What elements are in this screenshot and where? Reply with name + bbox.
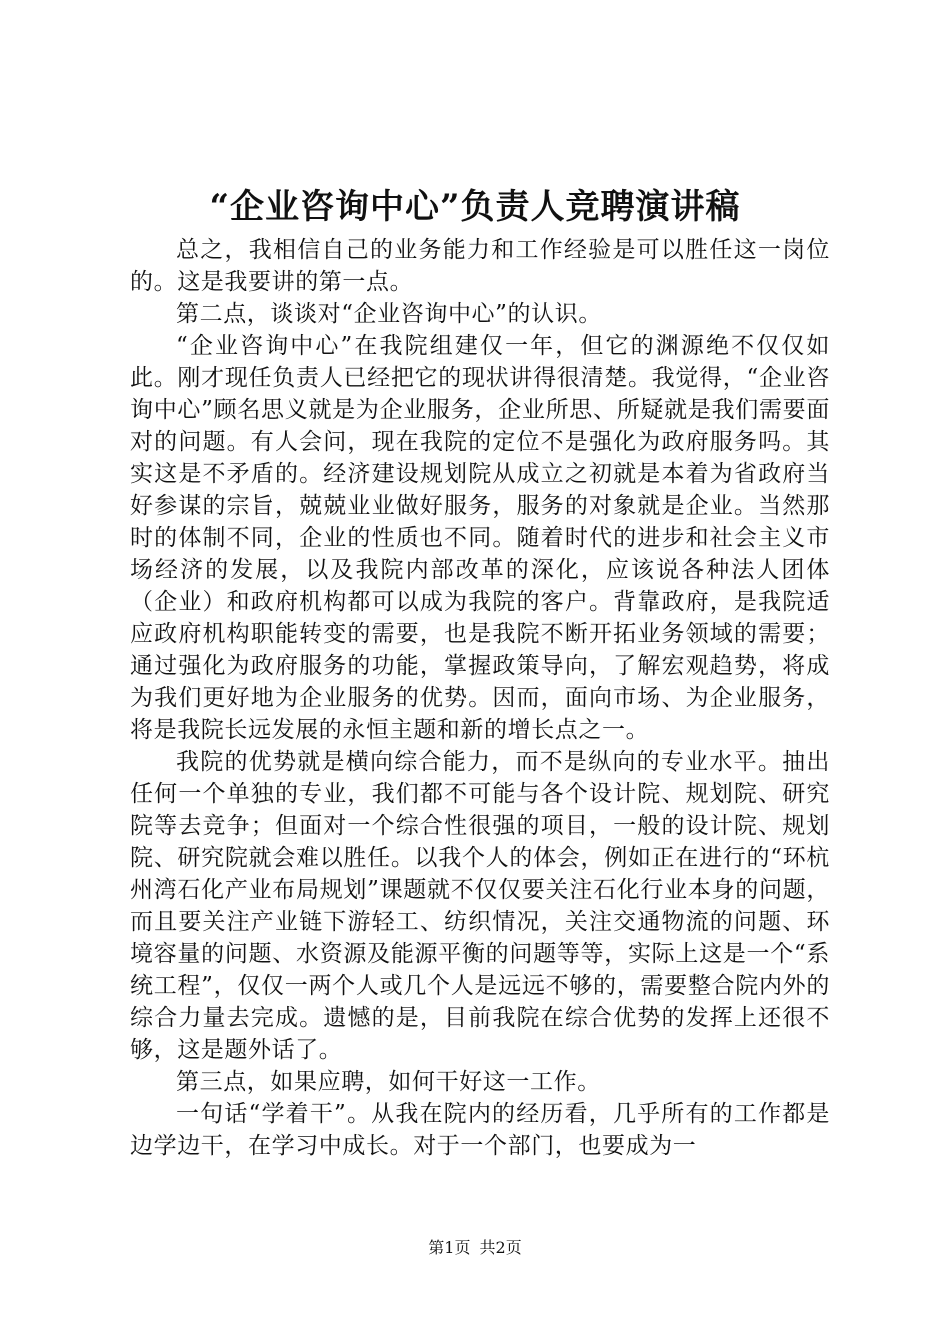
paragraph-1: 总之，我相信自己的业务能力和工作经验是可以胜任这一岗位的。这是我要讲的第一点。 — [130, 237, 830, 295]
document-body — [130, 234, 830, 1162]
paragraph-5: 第三点，如果应聘，如何干好这一工作。 — [176, 1069, 601, 1095]
paragraph-6: 一句话“学着干”。从我在院内的经历看，几乎所有的工作都是边学边干，在学习中成长。对于一个部门，也要成为一 — [130, 1101, 830, 1159]
document-title: “企业咨询中心”负责人竞聘演讲稿 — [209, 187, 741, 227]
page-number-total: 共2页 — [479, 1238, 522, 1257]
page-number-current: 第1页 — [428, 1238, 471, 1257]
paragraph-4: 我院的优势就是横向综合能力，而不是纵向的专业水平。抽出任何一个单独的专业，我们都不可能与各个设计院、规划院、研究院等去竞争；但面对一个综合性很强的项目，一般的设计院、规划院、研究院就会难以胜任。以我个人的体会，例如正在进行的“环杭州湾石化产业布局规划”课题就不仅仅要关注石化行业本身的问题，而且要关注产业链下游轻工、纺织情况，关注交通物流的问题、环境容量的问题、水资源及能源平衡的问题等等，实际上这是一个“系统工程”，仅仅一两个人或几个人是远远不够的，需要整合院内外的综合力量去完成。遗憾的是，目前我院在综合优势的发挥上还很不够，这是题外话了。 — [130, 749, 830, 1063]
paragraph-2: 第二点，谈谈对“企业咨询中心”的认识。 — [176, 301, 602, 327]
paragraph-3: “企业咨询中心”在我院组建仅一年，但它的渊源绝不仅仅如此。刚才现任负责人已经把它的现状讲得很清楚。我觉得，“企业咨询中心”顾名思义就是为企业服务，企业所思、所疑就是我们需要面对的问题。有人会问，现在我院的定位不是强化为政府服务吗。其实这是不矛盾的。经济建设规划院从成立之初就是本着为省政府当好参谋的宗旨，兢兢业业做好服务，服务的对象就是企业。当然那时的体制不同，企业的性质也不同。随着时代的进步和社会主义市场经济的发展，以及我院内部改革的深化，应该说各种法人团体（企业）和政府机构都可以成为我院的客户。背靠政府，是我院适应政府机构职能转变的需要，也是我院不断开拓业务领域的需要；通过强化为政府服务的功能，掌握政策导向，了解宏观趋势，将成为我们更好地为企业服务的优势。因而，面向市场、为企业服务，将是我院长远发展的永恒主题和新的增长点之一。 — [130, 333, 830, 743]
page-footer — [0, 1237, 950, 1259]
